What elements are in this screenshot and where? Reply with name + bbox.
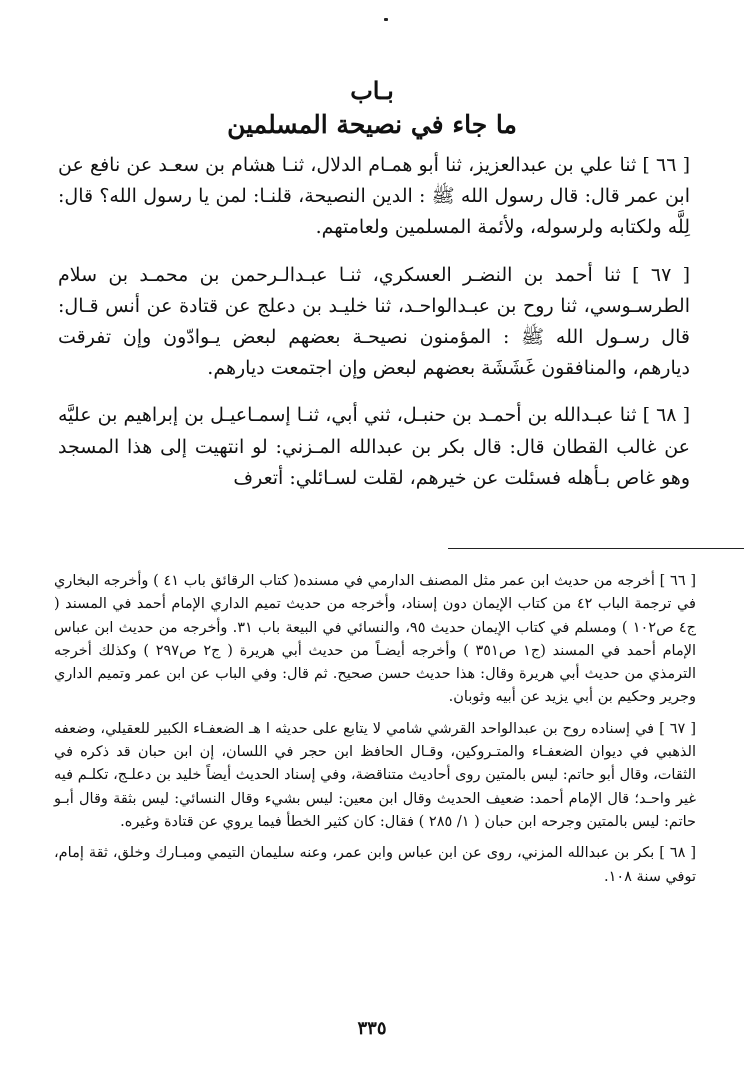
footnotes — [54, 570, 696, 897]
chapter-title: ما جاء في نصيحة المسلمين — [227, 110, 517, 139]
footnote-67: [ ٦٧ ] في إسناده روح بن عبدالواحد القرشي شامي لا يتابع على حديثه ا هـ الضعفـاء الكبير للعقيلي، وضعفه الذهبي في ديوان الضعفـاء والمتـروكين، وقـال الحافظ ابن حجر في اللسان، إن ابن حبان قد ذكره في الثقات، وقال أبو حاتم: ليس بالمتين روى أحاديث متناقضة، وفي إسناد الحديث أيضاً خليد بن دعلـج، تكلـم فيه غير واحـد؛ قال الإمام أحمد: ضعيف الحديث وقال ابن معين: ليس بشيء وقال النسائي: ليس بثقة وقال أبـو حاتم: ليس بالمتين وجرحه ابن حبان ( ١/ ٢٨٥ ) فقال: كان كثير الخطأ فيما يروي عن قتادة وغيره. — [54, 720, 696, 830]
footnote-68: [ ٦٨ ] بكر بن عبدالله المزني، روى عن ابن عباس وابن عمر، وعنه سليمان التيمي ومبـارك وخلق، ثقة إمام، توفي سنة ١٠٨. — [54, 845, 696, 885]
hadith-67: [ ٦٧ ] ثنا أحمد بن النضـر العسكري، ثنـا عبـدالـرحمن بن محمـد بن سلام الطرسـوسي، ثنا روح بن عبـدالواحـد، ثنا خليـد بن دعلج عن قتادة عن أنس قـال: قال رسـول الله ﷺ : المؤمنون نصيحـة بعضهم لبعض يـوادّون وإن تفرقت ديارهم، والمنافقون غَشَشَة بعضهم لبعض وإن اجتمعت ديارهم. — [58, 263, 690, 380]
chapter-label: بـاب — [350, 76, 394, 105]
print-speck — [384, 18, 388, 21]
hadith-68: [ ٦٨ ] ثنا عبـدالله بن أحمـد بن حنبـل، ثني أبي، ثنـا إسمـاعيـل بن إبراهيم بن عليَّه عن غالب القطان قال: قال بكر بن عبدالله المـزني: لو انتهيت إلى هذا المسجد وهو غاص بـأهله فسئلت عن خيرهم، لقلت لسـائلي: أتعرف — [58, 404, 690, 489]
hadith-66: [ ٦٦ ] ثنا علي بن عبدالعزيز، ثنا أبو همـام الدلال، ثنـا هشام بن سعـد عن نافع عن ابن عمر قال: قال رسول الله ﷺ : الدين النصيحة، قلنـا: لمن يا رسول الله؟ قال: لِلَّه ولكتابه ولرسوله، ولأئمة المسلمين ولعامتهم. — [58, 154, 691, 239]
main-text — [58, 150, 690, 510]
page-number: ٣٣٥ — [357, 1018, 387, 1039]
footnote-divider — [448, 548, 744, 549]
footnote-66: [ ٦٦ ] أخرجه من حديث ابن عمر مثل المصنف الدارمي في مسنده( كتاب الرقائق باب ٤١ ) وأخرجه البخاري في ترجمة الباب ٤٢ من كتاب الإيمان دون إسناد، وأخرجه من حديث تميم الداري الإمام أحمد في المسند ( ج٤ ص١٠٢ ) ومسلم في كتاب الإيمان حديث ٩٥، والنسائي في البيعة باب ٣١. وأخرجه من حديث ابن عباس الإمام أحمد في المسند (ج١ ص٣٥١ ) وأخرجه أيضـاً من حديث أبي هريرة ( ج٢ ص٢٩٧ ) وكذلك أخرجه الترمذي من حديث أبي هريرة وقال: هذا حديث حسن صحيح. ثم قال: وفي الباب عن ابن عمر وتميم الداري وجرير وحكيم بن أبي يزيد عن أبيه وثوبان. — [54, 573, 697, 706]
